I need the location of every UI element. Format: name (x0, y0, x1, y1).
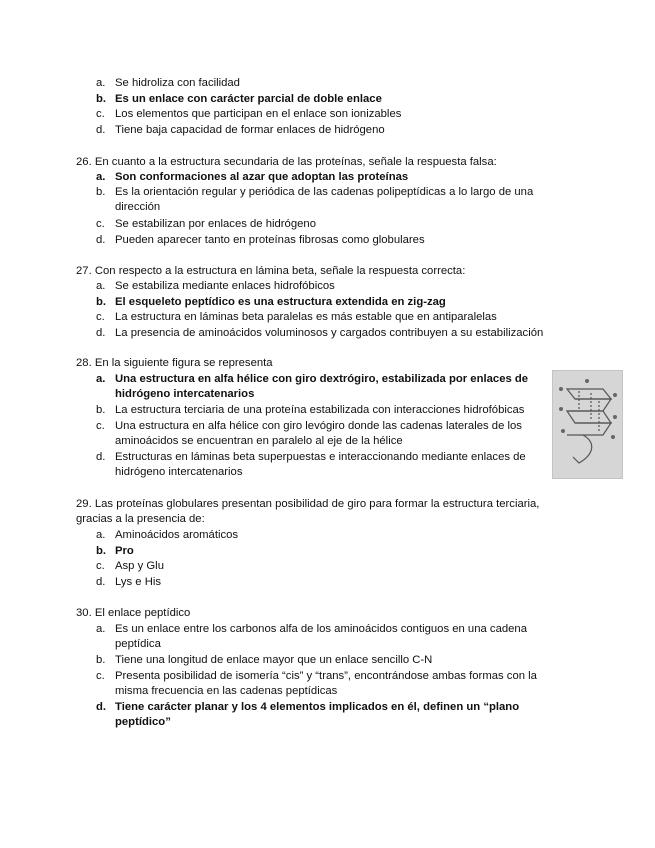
side-chain-dot (561, 429, 565, 433)
q28-stem: 28. En la siguiente figura se representa (76, 357, 273, 369)
q27-option-b (96, 295, 566, 310)
q27-option-d (96, 326, 576, 341)
option-letter: b. (96, 404, 106, 416)
side-chain-dot (585, 379, 589, 383)
q26-option-d (96, 233, 566, 248)
q26-option-a (96, 170, 566, 185)
q28-option-c (96, 419, 544, 450)
option-text: Estructuras en láminas beta superpuestas e interaccionando mediante enlaces de hidrógeno intercatenarios (115, 451, 526, 479)
option-letter: b. (96, 545, 107, 557)
option-text: Es un enlace entre los carbonos alfa de los aminoácidos contiguos en una cadena peptídica (115, 623, 527, 651)
option-letter: c. (96, 218, 105, 230)
option-text: La estructura terciaria de una proteína estabilizada con interacciones hidrofóbicas (115, 404, 525, 416)
q29-option-d (96, 575, 566, 590)
side-chain-dot (613, 415, 617, 419)
option-letter: b. (96, 296, 107, 308)
option-letter: c. (96, 311, 105, 323)
option-text: Tiene baja capacidad de formar enlaces de hidrógeno (115, 124, 385, 136)
q30-option-d (96, 700, 556, 731)
option-letter: d. (96, 327, 106, 339)
option-letter: c. (96, 670, 105, 682)
q26-option-c (96, 217, 566, 232)
option-letter: d. (96, 234, 106, 246)
alpha-helix-figure (552, 370, 623, 479)
q30-option-b (96, 653, 566, 668)
q28-option-d (96, 450, 551, 481)
q28-option-b (96, 403, 551, 418)
option-letter: a. (96, 529, 106, 541)
option-text: Es la orientación regular y periódica de las cadenas polipeptídicas a lo largo de una dirección (115, 186, 534, 214)
option-letter: c. (96, 560, 105, 572)
helix-tail (573, 435, 592, 463)
option-letter: d. (96, 124, 106, 136)
option-letter: a. (96, 77, 106, 89)
option-text: Se estabiliza mediante enlaces hidrofóbicos (115, 280, 335, 292)
q29-option-b (96, 544, 566, 559)
q26-option-b (96, 185, 556, 216)
option-letter: a. (96, 373, 106, 385)
option-text: Tiene carácter planar y los 4 elementos implicados en él, definen un “plano peptídico” (115, 701, 520, 729)
option-text: Asp y Glu (115, 560, 164, 572)
option-text: Lys e His (115, 576, 162, 588)
option-text: Presenta posibilidad de isomería “cis” y “trans”, encontrándose ambas formas con la misma frecuencia en las cadenas peptídicas (115, 670, 537, 698)
option-letter: d. (96, 701, 107, 713)
q30-option-c (96, 669, 564, 700)
option-text: Son conformaciones al azar que adoptan las proteínas (115, 171, 409, 183)
q29-option-a (96, 528, 566, 543)
q25-option-d (96, 123, 566, 138)
option-letter: a. (96, 171, 106, 183)
option-text: Una estructura en alfa hélice con giro levógiro donde las cadenas laterales de los aminoácidos se encuentran en paralelo al eje de la hélice (115, 420, 522, 448)
option-letter: b. (96, 186, 106, 198)
side-chain-dot (611, 435, 615, 439)
q28-option-a (96, 372, 541, 403)
q25-option-a (96, 76, 566, 91)
option-text: El esqueleto peptídico es una estructura extendida en zig-zag (115, 296, 446, 308)
option-text: Pro (115, 545, 134, 557)
option-text: Es un enlace con carácter parcial de doble enlace (115, 93, 382, 105)
option-text: Se estabilizan por enlaces de hidrógeno (115, 218, 316, 230)
helix-ribbon-1 (567, 389, 611, 399)
q26-stem: 26. En cuanto a la estructura secundaria de las proteínas, señale la respuesta falsa: (76, 156, 497, 168)
option-text: La presencia de aminoácidos voluminosos y cargados contribuyen a su estabilización (115, 327, 544, 339)
option-letter: a. (96, 623, 106, 635)
option-letter: b. (96, 654, 106, 666)
alpha-helix-illustration (553, 371, 622, 478)
q30-option-a (96, 622, 556, 653)
q27-option-c (96, 310, 566, 325)
side-chain-dot (613, 393, 617, 397)
option-text: Aminoácidos aromáticos (115, 529, 239, 541)
option-text: Los elementos que participan en el enlace son ionizables (115, 108, 402, 120)
hydrogen-bonds (579, 391, 599, 433)
q25-option-c (96, 107, 566, 122)
option-letter: a. (96, 280, 106, 292)
side-chain-dot (559, 407, 563, 411)
option-text: La estructura en láminas beta paralelas es más estable que en antiparalelas (115, 311, 497, 323)
option-text: Se hidroliza con facilidad (115, 77, 240, 89)
q27-option-a (96, 279, 566, 294)
q30-stem: 30. El enlace peptídico (76, 607, 191, 619)
option-text: Pueden aparecer tanto en proteínas fibrosas como globulares (115, 234, 425, 246)
option-letter: b. (96, 93, 107, 105)
option-letter: d. (96, 451, 106, 463)
side-chain-dots (559, 379, 617, 439)
q29-option-c (96, 559, 566, 574)
q27-stem: 27. Con respecto a la estructura en lámina beta, señale la respuesta correcta: (76, 265, 466, 277)
option-letter: d. (96, 576, 106, 588)
helix-ribbon-3 (567, 411, 611, 423)
option-text: Tiene una longitud de enlace mayor que un enlace sencillo C-N (115, 654, 433, 666)
q25-option-b (96, 92, 566, 107)
helix-ribbon-2 (567, 399, 611, 411)
q29-stem: 29. Las proteínas globulares presentan posibilidad de giro para formar la estructura terciaria, gracias a la presencia de: (76, 498, 540, 526)
option-letter: c. (96, 108, 105, 120)
helix-ribbon-4 (567, 423, 611, 435)
option-letter: c. (96, 420, 105, 432)
side-chain-dot (559, 387, 563, 391)
option-text: Una estructura en alfa hélice con giro dextrógiro, estabilizada por enlaces de hidrógeno intercatenarios (115, 373, 529, 401)
